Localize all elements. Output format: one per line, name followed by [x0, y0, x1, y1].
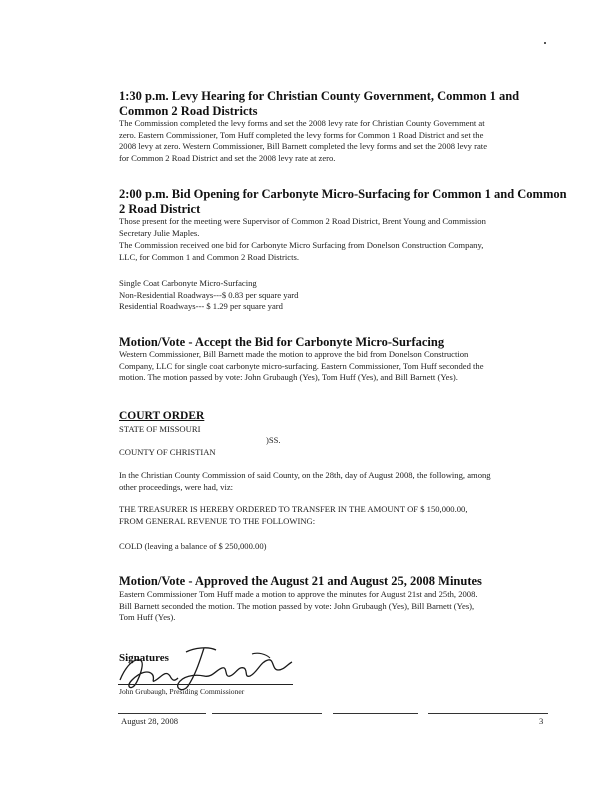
- court-order-transfer-line1: THE TREASURER IS HEREBY ORDERED TO TRANSFER IN THE AMOUNT OF $ 150,000.00,: [119, 504, 468, 514]
- bid-price-residential: Residential Roadways--- $ 1.29 per square yard: [119, 301, 283, 311]
- footer-rule: [333, 713, 418, 714]
- bid-heading-cont: 2 Road District: [119, 202, 201, 216]
- court-order-transfer-line2: FROM GENERAL REVENUE TO THE FOLLOWING:: [119, 516, 316, 526]
- motion-minutes-heading: Motion/Vote - Approved the August 21 and August 25, 2008 Minutes: [119, 574, 482, 588]
- footer-rule: [118, 713, 206, 714]
- bid-attendees-paragraph: Those present for the meeting were Supervisor of Common 2 Road District, Brent Young and Commission Secretary Julie Maples.: [119, 216, 486, 238]
- levy-heading: 1:30 p.m. Levy Hearing for Christian County Government, Common 1 and: [119, 89, 520, 103]
- court-order-county: COUNTY OF CHRISTIAN: [119, 447, 216, 457]
- bid-price-nonresidential: Non-Residential Roadways---$ 0.83 per square yard: [119, 290, 299, 300]
- motion-accept-bid-paragraph: Western Commissioner, Bill Barnett made the motion to approve the bid from Donelson Construction Company, LLC for single coat carbonyte micro-surfacing. Eastern Commissioner, Tom Huff seconded the motion. The motion passed by vote: John Grubaugh (Yes), Tom Huff (Yes), and Bill Barnett (Yes).: [119, 349, 484, 383]
- court-order-paragraph: In the Christian County Commission of said County, on the 28th, day of August 2008, the following, among other proceedings, were had, viz:: [119, 470, 491, 492]
- footer-rule: [212, 713, 322, 714]
- court-order-ss: )SS.: [266, 435, 281, 445]
- scan-speck: [544, 42, 546, 44]
- footer-rule: [428, 713, 548, 714]
- levy-heading-cont: Common 2 Road Districts: [119, 104, 258, 118]
- court-order-title: COURT ORDER: [119, 410, 205, 422]
- bid-subheading: Single Coat Carbonyte Micro-Surfacing: [119, 278, 257, 288]
- page-number: 3: [539, 716, 544, 726]
- footer-date: August 28, 2008: [121, 716, 179, 726]
- signature-line: [118, 684, 293, 685]
- motion-accept-bid-heading: Motion/Vote - Accept the Bid for Carbonyte Micro-Surfacing: [119, 335, 445, 349]
- bid-heading: 2:00 p.m. Bid Opening for Carbonyte Micro-Surfacing for Common 1 and Common: [119, 187, 567, 201]
- motion-minutes-paragraph: Eastern Commissioner Tom Huff made a motion to approve the minutes for August 21st and 25th, 2008. Bill Barnett seconded the motion. The motion passed by vote: John Grubaugh (Yes), Bill Barnett (Yes), Tom Huff (Yes).: [119, 589, 478, 623]
- signatures-label: Signatures: [119, 652, 169, 664]
- court-order-state: STATE OF MISSOURI: [119, 424, 201, 434]
- levy-paragraph: The Commission completed the levy forms and set the 2008 levy rate for Christian County Government at zero. Eastern Commissioner, Tom Huff completed the levy forms for Common 1 Road District and set the 2008 levy at zero. Western Commissioner, Bill Barnett completed the levy forms and set the 2008 levy rate for Common 2 Road District and set the 2008 levy rate at zero.: [119, 118, 488, 163]
- bid-received-paragraph: The Commission received one bid for Carbonyte Micro Surfacing from Donelson Construction Company, LLC, for Common 1 and Common 2 Road Districts.: [119, 240, 484, 262]
- court-order-cold-line: COLD (leaving a balance of $ 250,000.00): [119, 541, 267, 551]
- signatory-name: John Grubaugh, Presiding Commissioner: [119, 687, 245, 696]
